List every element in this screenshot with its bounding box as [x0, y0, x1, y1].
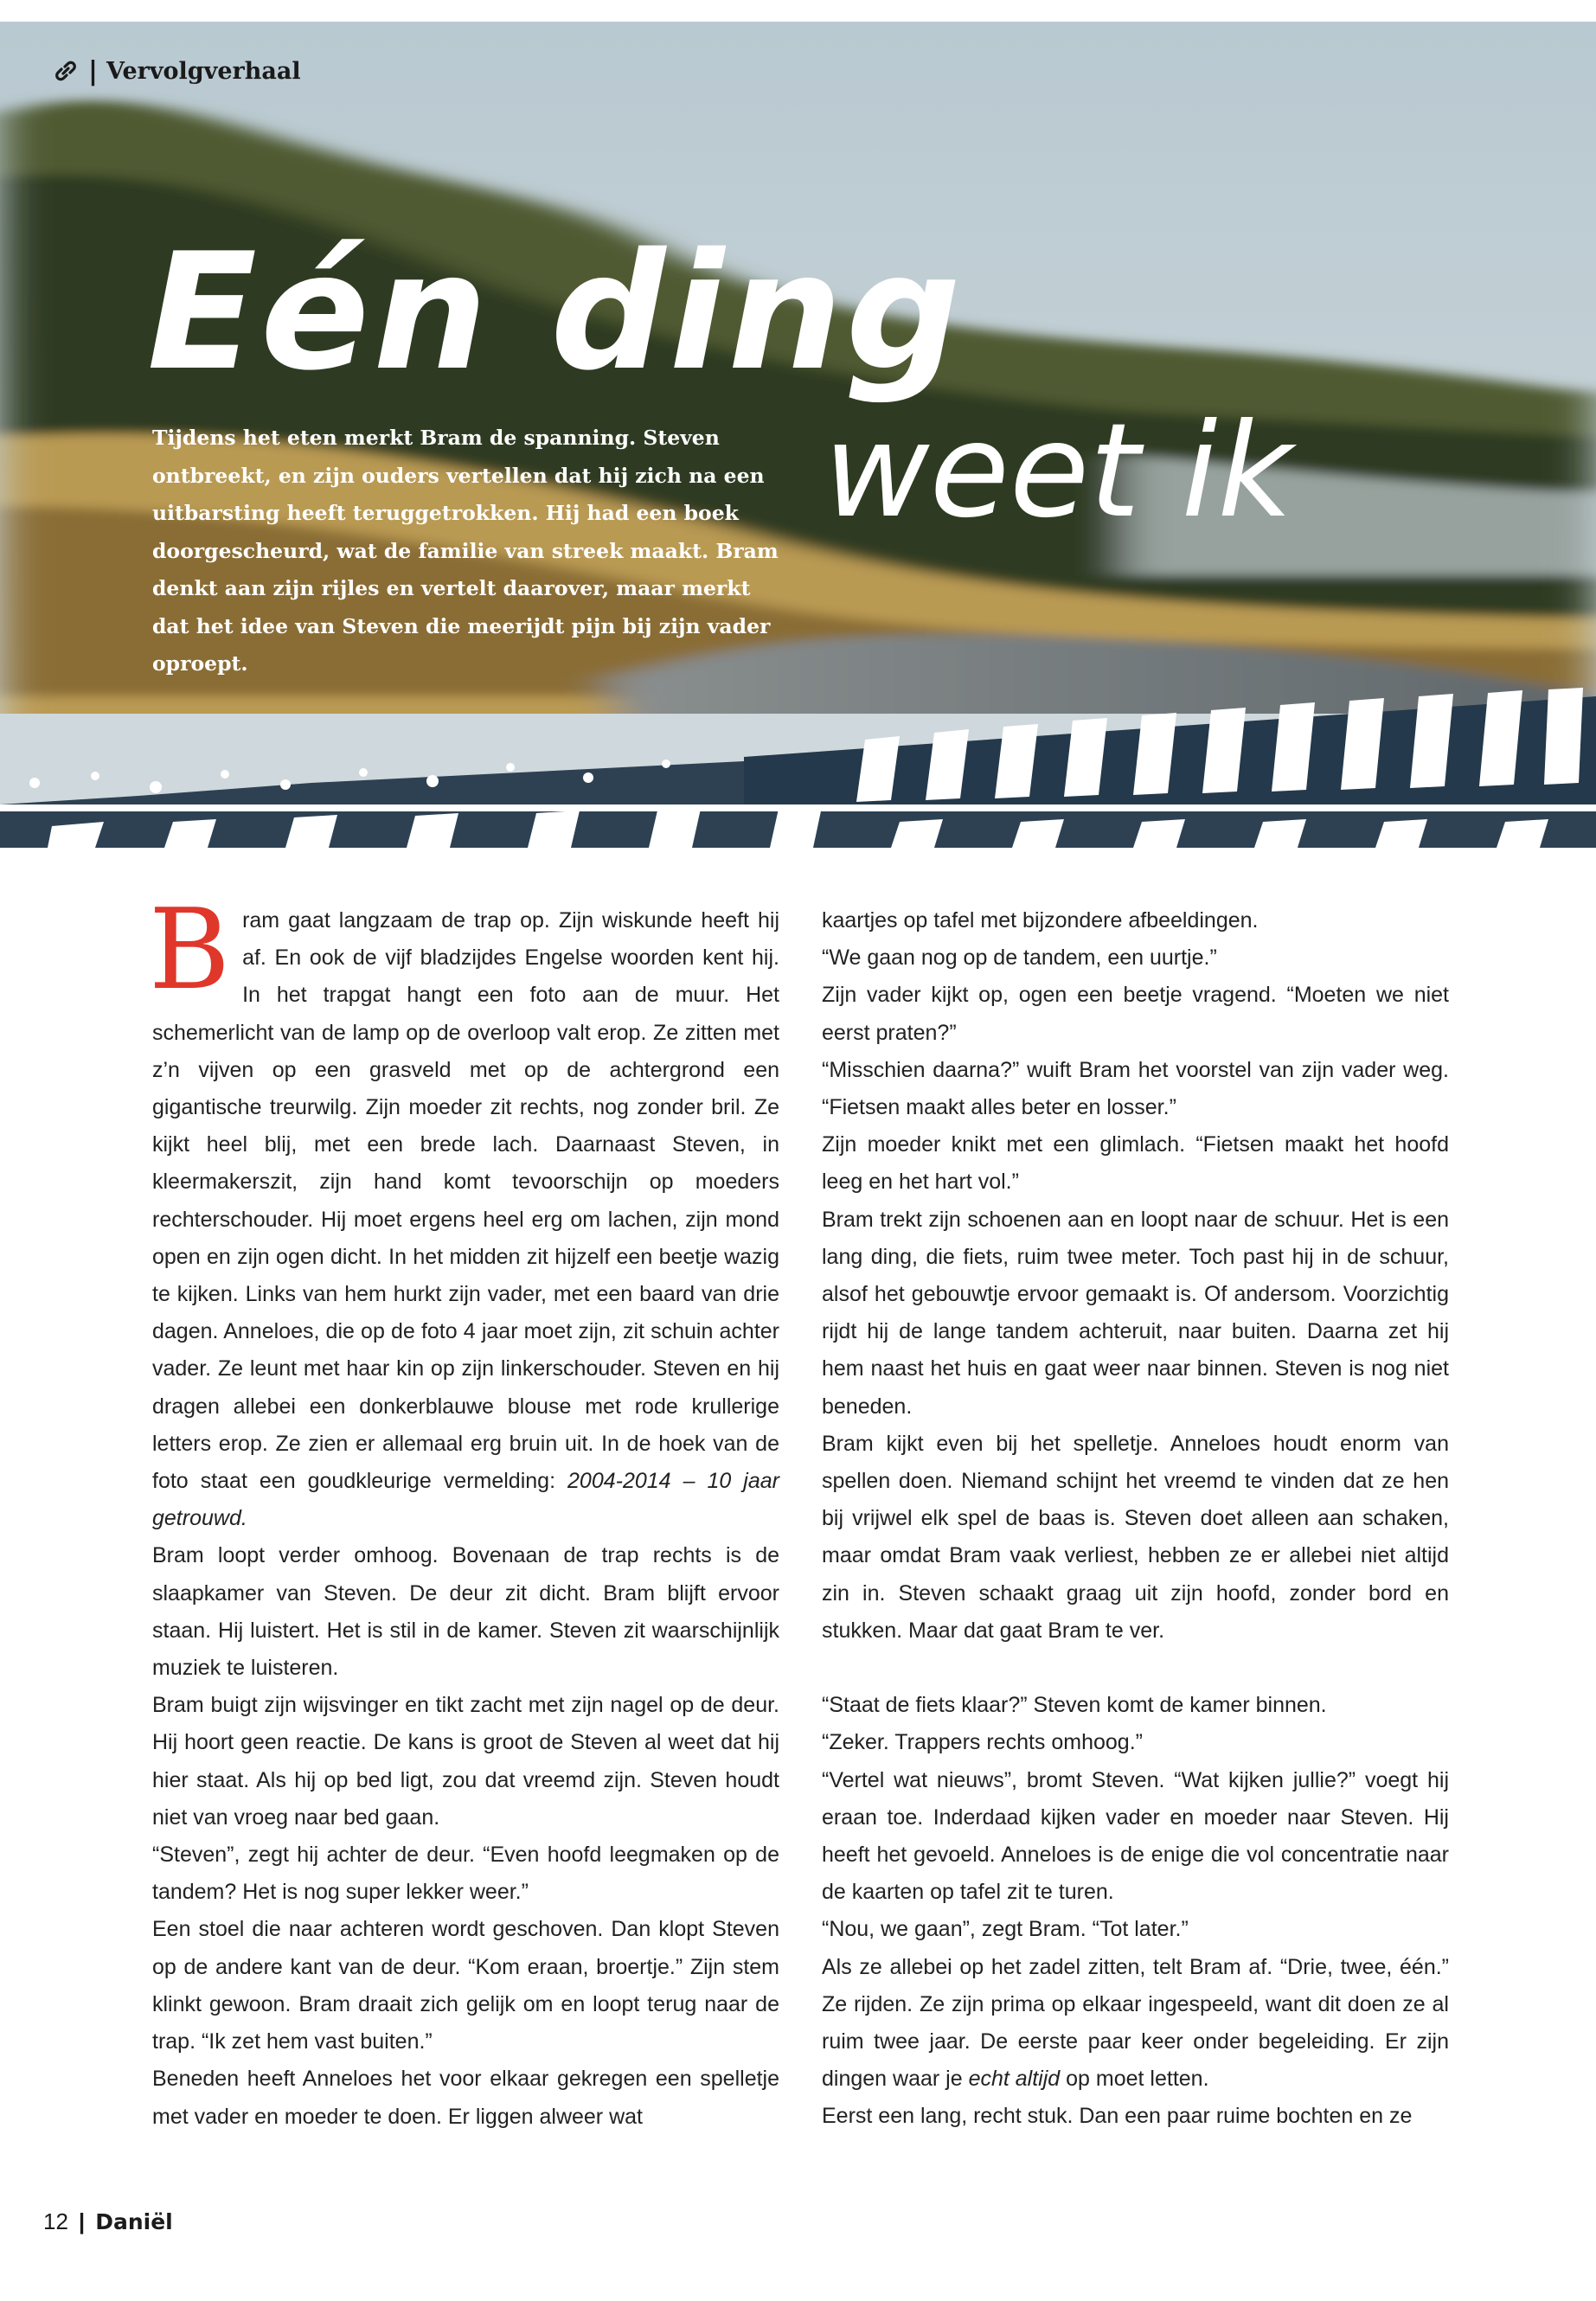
story-paragraph: Bram loopt verder omhoog. Bovenaan de trap rechts is de slaapkamer van Steven. De deur zit dicht. Bram blijft ervoor staan. Hij luistert. Het is stil in de kamer. Steven zit waarschijnlijk muziek te luisteren. — [152, 1543, 779, 1681]
section-label — [52, 54, 301, 88]
link-icon — [52, 57, 80, 85]
story-text-italic: echt altijd — [968, 2067, 1061, 2092]
story-text: ram gaat langzaam de trap op. Zijn wiskunde heeft hij af. En ook de vijf bladzijdes Engelse woorden kent hij. In het trapgat hangt een foto aan de muur. Het schemerlicht van de lamp op de overloop valt erop. Ze zitten met z’n vijven op een grasveld met op de achtergrond een gigantische treurwilg. Zijn moeder zit rechts, nog zonder bril. Ze kijkt heel blij, met een brede lach. Daarnaast Steven, in kleermakerszit, zijn hand komt tevoorschijn op moeders rechterschouder. Hij moet ergens heel erg om lachen, zijn mond open en zijn ogen dicht. In het midden zit hijzelf een beetje wazig te kijken. Links van hem hurkt zijn vader, met een baard van drie dagen. Anneloes, die op de foto 4 jaar moet zijn, zit schuin achter vader. Ze leunt met haar kin op zijn linkerschouder. Steven en hij dragen allebei een donkerblauwe blouse met rode krullerige letters erop. Ze zien er allemaal erg bruin uit. In de hoek van de foto staat een goudkleurige vermelding: — [152, 908, 779, 1494]
story-paragraph: Een stoel die naar achteren wordt geschoven. Dan klopt Steven op de andere kant van de deur. “Kom eraan, broertje.” Zijn stem klinkt gewoon. Bram draait zich gelijk om en loopt terug naar de trap. “Ik zet hem vast buiten.” — [152, 1917, 779, 2054]
story-paragraph: Beneden heeft Anneloes het voor elkaar gekregen een spelletje met vader en moeder te doen. Er liggen alweer wat — [152, 2067, 779, 2129]
story-paragraph: “Nou, we gaan”, zegt Bram. “Tot later.” — [822, 1917, 1189, 1942]
section-title: Vervolgverhaal — [106, 57, 301, 85]
article-title-line2: weet ik — [824, 396, 1293, 547]
drop-cap: B — [149, 886, 231, 1015]
story-paragraph: “Staat de fiets klaar?” Steven komt de kamer binnen. — [822, 1693, 1327, 1718]
story-paragraph: Bram buigt zijn wijsvinger en tikt zacht met zijn nagel op de deur. Hij hoort geen reactie. De kans is groot de Steven al weet dat hij hier staat. Als hij op bed ligt, zou dat vreemd zijn. Steven houdt niet van vroeg naar bed gaan. — [152, 1693, 779, 1830]
story-paragraph: Zijn vader kijkt op, ogen een beetje vragend. “Moeten we niet eerst praten?” — [822, 983, 1449, 1045]
footer-separator: | — [78, 2208, 86, 2234]
story-paragraph — [822, 1949, 1449, 2099]
story-paragraph: Bram kijkt even bij het spelletje. Anneloes houdt enorm van spellen doen. Niemand schijnt het vreemd te vinden dat ze hen bij vrijwel elk spel de baas is. Steven doet alleen aan schaken, maar omdat Bram vaak verliest, hebben ze er allebei niet altijd zin in. Steven schaakt graag uit zijn hoofd, zonder bord en stukken. Maar dat gaat Bram te ver. — [822, 1431, 1449, 1643]
story-paragraph: “Vertel wat nieuws”, bromt Steven. “Wat kijken jullie?” voegt hij eraan toe. Inderdaad kijken vader en moeder naar Steven. Hij heeft het gevoeld. Anneloes is de enige die vol concentratie naar de kaarten op tafel zit te turen. — [822, 1767, 1449, 1905]
story-paragraph: “We gaan nog op de tandem, een uurtje.” — [822, 945, 1217, 971]
story-paragraph: Bram trekt zijn schoenen aan en loopt naar de schuur. Het is een lang ding, die fiets, ruim twee meter. Toch past hij in de schuur, alsof het gebouwtje ervoor gemaakt is. Of andersom. Voorzichtig rijdt hij de lange tandem achteruit, naar buiten. Daarna zet hij hem naast het huis en gaat weer naar binnen. Steven is nog niet beneden. — [822, 1207, 1449, 1419]
story-text: Als ze allebei op het zadel zitten, telt Bram af. “Drie, twee, één.” Ze rijden. Ze zijn prima op elkaar ingespeeld, want dit doen ze al ruim twee jaar. De eerste paar keer onder begeleiding. Er zijn dingen waar je — [822, 1954, 1449, 2092]
story-paragraph — [149, 886, 779, 1537]
story-text-italic: 2004-2014 – 10 jaar getrouwd. — [152, 1469, 779, 1531]
story-paragraph: Zijn moeder knikt met een glimlach. “Fietsen maakt het hoofd leeg en het hart vol.” — [822, 1132, 1449, 1195]
paragraph-gap — [822, 1650, 1449, 1687]
section-separator: | — [88, 55, 98, 87]
article-intro: Tijdens het eten merkt Bram de spanning. Steven ontbreekt, en zijn ouders vertellen dat hij zich na een uitbarsting heeft teruggetrokken. Hij had een boek doorgescheurd, wat de familie van streek maakt. Bram denkt aan zijn rijles en vertelt daarover, maar merkt dat het idee van Steven die meerijdt pijn bij zijn vader oproept. — [152, 426, 779, 676]
story-paragraph: “Misschien daarna?” wuift Bram het voorstel van zijn vader weg. “Fietsen maakt alles beter en losser.” — [822, 1057, 1449, 1120]
story-paragraph: kaartjes op tafel met bijzondere afbeeldingen. — [822, 908, 1259, 933]
article-title-line1: Eén ding — [147, 218, 965, 406]
story-column-left — [149, 886, 779, 2136]
page-footer — [43, 2204, 173, 2239]
magazine-name: Daniël — [95, 2208, 173, 2234]
page-number: 12 — [43, 2208, 68, 2234]
story-text: op moet letten. — [1060, 2067, 1209, 2092]
story-paragraph: “Zeker. Trappers rechts omhoog.” — [822, 1730, 1143, 1755]
story-paragraph: “Steven”, zegt hij achter de deur. “Even hoofd leegmaken op de tandem? Het is nog super lekker weer.” — [152, 1843, 779, 1905]
story-paragraph: Eerst een lang, recht stuk. Dan een paar ruime bochten en ze — [822, 2104, 1413, 2129]
story-column-right — [822, 902, 1449, 2136]
